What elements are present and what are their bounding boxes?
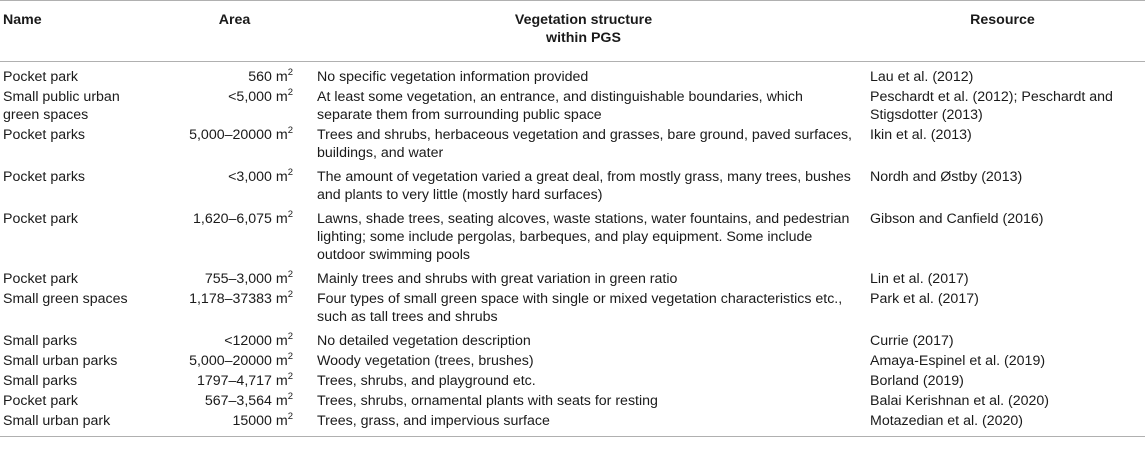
table-header <box>0 1 1145 62</box>
cell-area <box>162 331 307 351</box>
cell-resource: Lin et al. (2017) <box>870 271 969 287</box>
table-row <box>0 269 1145 289</box>
area-value: <12000 m <box>224 333 288 349</box>
table-row <box>0 62 1145 88</box>
cell-name: Pocket park <box>3 393 78 409</box>
cell-resource: Park et al. (2017) <box>870 291 979 307</box>
area-value: <3,000 m <box>228 169 288 185</box>
cell-resource: Amaya-Espinel et al. (2019) <box>870 353 1046 369</box>
cell-vegetation: No specific vegetation information provided <box>317 69 589 85</box>
header-resource: Resource <box>970 12 1035 28</box>
unit-superscript: 2 <box>287 125 293 136</box>
header-name: Name <box>3 12 42 28</box>
area-value: <5,000 m <box>228 89 288 105</box>
unit-superscript: 2 <box>287 289 293 300</box>
cell-resource: Peschardt et al. (2012); Peschardt and Stigsdotter (2013) <box>870 89 1113 123</box>
header-vegetation-text: Vegetation structure within PGS <box>514 12 653 46</box>
cell-area <box>162 167 307 209</box>
cell-vegetation: Trees, shrubs, ornamental plants with seats for resting <box>317 393 658 409</box>
cell-name: Pocket parks <box>3 127 86 143</box>
table-row <box>0 167 1145 209</box>
cell-vegetation: The amount of vegetation varied a great deal, from mostly grass, many trees, bushes and plants to very little (mostly hard surfaces) <box>317 169 851 203</box>
area-value: 5,000–20000 m <box>189 127 288 143</box>
cell-area <box>162 269 307 289</box>
unit-superscript: 2 <box>287 87 293 98</box>
area-value: 1,178–37383 m <box>189 291 288 307</box>
table-row <box>0 87 1145 125</box>
cell-name: Small public urban green spaces <box>3 89 120 123</box>
cell-resource: Currie (2017) <box>870 333 954 349</box>
cell-vegetation: Four types of small green space with single or mixed vegetation characteristics etc., such as tall trees and shrubs <box>317 291 843 325</box>
cell-resource: Ikin et al. (2013) <box>870 127 972 143</box>
unit-superscript: 2 <box>287 331 293 342</box>
cell-name: Pocket park <box>3 271 78 287</box>
cell-area <box>162 289 307 331</box>
table-row <box>0 209 1145 269</box>
unit-superscript: 2 <box>287 391 293 402</box>
unit-superscript: 2 <box>287 167 293 178</box>
cell-vegetation: Mainly trees and shrubs with great variation in green ratio <box>317 271 678 287</box>
cell-name: Small urban park <box>3 413 111 429</box>
header-area: Area <box>218 12 251 28</box>
cell-resource: Balai Kerishnan et al. (2020) <box>870 393 1050 409</box>
cell-vegetation: Trees, grass, and impervious surface <box>317 413 550 429</box>
cell-vegetation: Trees, shrubs, and playground etc. <box>317 373 536 389</box>
cell-area <box>162 411 307 437</box>
area-value: 1797–4,717 m <box>196 373 288 389</box>
table-row <box>0 391 1145 411</box>
cell-name: Pocket park <box>3 69 78 85</box>
area-value: 755–3,000 m <box>204 271 288 287</box>
header-row <box>0 1 1145 62</box>
cell-area <box>162 209 307 269</box>
cell-resource: Lau et al. (2012) <box>870 69 974 85</box>
area-value: 567–3,564 m <box>204 393 288 409</box>
unit-superscript: 2 <box>287 209 293 220</box>
header-vegetation <box>307 1 860 62</box>
table-row <box>0 411 1145 437</box>
cell-name: Small parks <box>3 373 78 389</box>
unit-superscript: 2 <box>287 351 293 362</box>
cell-vegetation: Trees and shrubs, herbaceous vegetation and grasses, bare ground, paved surfaces, buildings, and water <box>317 127 852 161</box>
area-value: 15000 m <box>232 413 288 429</box>
cell-area <box>162 87 307 125</box>
cell-area <box>162 351 307 371</box>
cell-resource: Nordh and Østby (2013) <box>870 169 1023 185</box>
cell-name: Small urban parks <box>3 353 118 369</box>
cell-resource: Borland (2019) <box>870 373 964 389</box>
cell-name: Pocket parks <box>3 169 86 185</box>
unit-superscript: 2 <box>287 269 293 280</box>
cell-resource: Gibson and Canfield (2016) <box>870 211 1044 227</box>
unit-superscript: 2 <box>287 411 293 422</box>
table-row <box>0 351 1145 371</box>
area-value: 1,620–6,075 m <box>193 211 288 227</box>
cell-area <box>162 125 307 167</box>
cell-area <box>162 371 307 391</box>
table-row <box>0 125 1145 167</box>
cell-vegetation: Woody vegetation (trees, brushes) <box>317 353 534 369</box>
cell-area <box>162 391 307 411</box>
cell-vegetation: No detailed vegetation description <box>317 333 531 349</box>
area-value: 5,000–20000 m <box>189 353 288 369</box>
cell-name: Pocket park <box>3 211 78 227</box>
area-value: 560 m <box>248 69 288 85</box>
cell-resource: Motazedian et al. (2020) <box>870 413 1024 429</box>
unit-superscript: 2 <box>287 67 293 78</box>
cell-vegetation: At least some vegetation, an entrance, and distinguishable boundaries, which separate them from surrounding public space <box>317 89 803 123</box>
cell-area <box>162 62 307 88</box>
table-row <box>0 371 1145 391</box>
table-body <box>0 62 1145 437</box>
table-row <box>0 331 1145 351</box>
unit-superscript: 2 <box>287 371 293 382</box>
cell-vegetation: Lawns, shade trees, seating alcoves, waste stations, water fountains, and pedestrian lighting; some include pergolas, barbeques, and play equipment. Some include outdoor swimming pools <box>317 211 850 263</box>
table-row <box>0 289 1145 331</box>
cell-name: Small parks <box>3 333 78 349</box>
cell-name: Small green spaces <box>3 291 128 307</box>
